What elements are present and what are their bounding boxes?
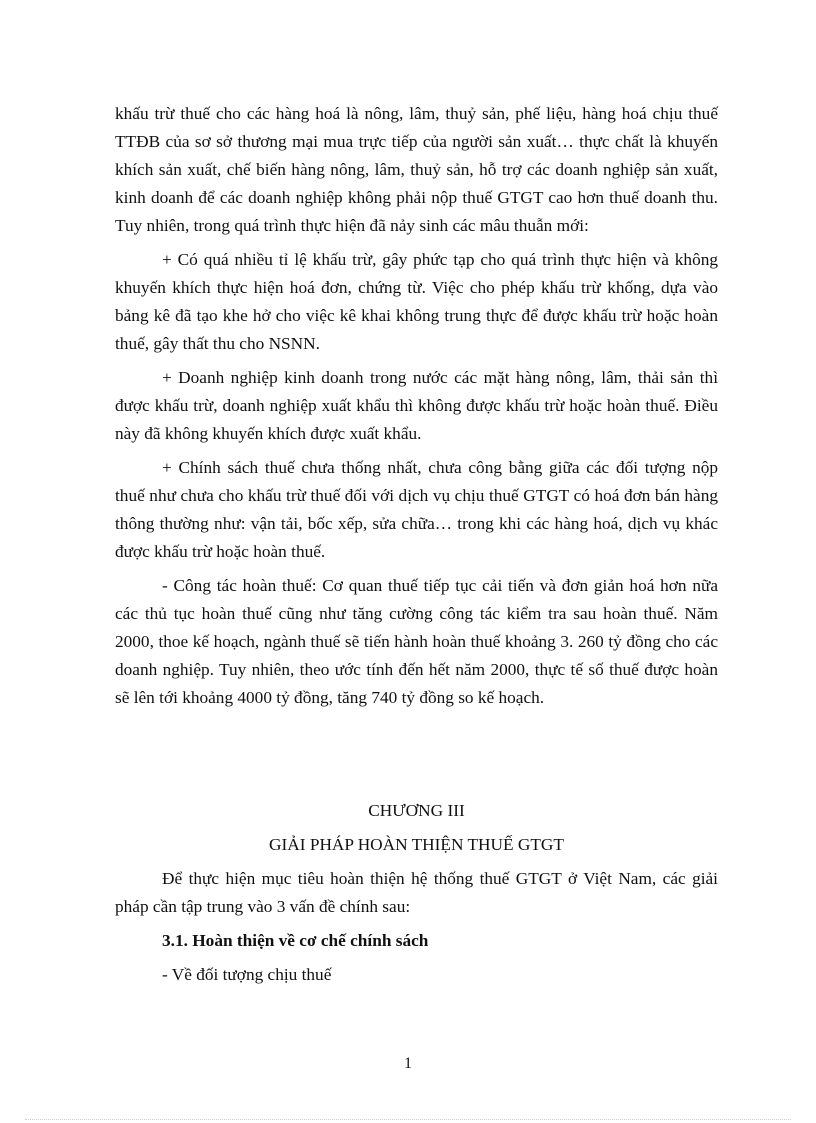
chapter-title: GIẢI PHÁP HOÀN THIỆN THUẾ GTGT: [269, 835, 564, 854]
paragraph-tax-refund: - Công tác hoàn thuế: Cơ quan thuế tiếp tục cải tiến và đơn giản hoá hơn nữa các thủ tục hoàn thuế cũng như tăng cường công tác kiểm tra sau hoàn thuế. Năm 2000, thoe kế hoạch, ngành thuế sẽ tiến hành hoàn thuế khoảng 3. 260 tỷ đồng cho các doanh nghiệp. Tuy nhiên, theo ước tính đến hết năm 2000, thực tế số thuế được hoàn sẽ lên tới khoảng 4000 tỷ đồng, tăng 740 tỷ đồng so kế hoạch.: [115, 576, 718, 707]
chapter-number: CHƯƠNG III: [368, 801, 465, 820]
paragraph-export-deduction: + Doanh nghiệp kinh doanh trong nước các mặt hàng nông, lâm, thải sản thì được khấu trừ, doanh nghiệp xuất khẩu thì không được khấu trừ hoặc hoàn thuế. Điều này đã không khuyến khích được xuất khẩu.: [115, 368, 718, 443]
paragraph-policy-inconsistency: + Chính sách thuế chưa thống nhất, chưa công bằng giữa các đối tượng nộp thuế như chưa cho khấu trừ thuế đối với dịch vụ chịu thuế GTGT có hoá đơn bán hàng thông thường như: vận tải, bốc xếp, sửa chữa… trong khi các hàng hoá, dịch vụ khác được khấu trừ hoặc hoàn thuế.: [115, 458, 718, 561]
body-text-block: [115, 100, 718, 712]
chapter-intro: Để thực hiện mục tiêu hoàn thiện hệ thống thuế GTGT ở Việt Nam, các giải pháp cần tập trung vào 3 vấn đề chính sau:: [115, 869, 718, 916]
paragraph-deduction-rates: + Có quá nhiều tỉ lệ khấu trừ, gây phức tạp cho quá trình thực hiện và không khuyến khích thực hiện hoá đơn, chứng từ. Việc cho phép khấu trừ khống, dựa vào bảng kê đã tạo khe hở cho việc kê khai không trung thực để được khấu trừ hoặc hoàn thuế, gây thất thu cho NSNN.: [115, 250, 718, 353]
sub-item: - Về đối tượng chịu thuế: [162, 965, 332, 984]
page-number: 1: [404, 1055, 412, 1072]
section-heading: 3.1. Hoàn thiện về cơ chế chính sách: [162, 931, 429, 950]
page-bottom-divider: [25, 1119, 791, 1120]
paragraph-continuation: khấu trừ thuế cho các hàng hoá là nông, lâm, thuỷ sản, phế liệu, hàng hoá chịu thuế TTĐB của sơ sở thương mại mua trực tiếp của người sản xuất… thực chất là khuyến khích sản xuất, chế biến hàng nông, lâm, thuỷ sản, hỗ trợ các doanh nghiệp sản xuất, kinh doanh để các doanh nghiệp không phải nộp thuế GTGT cao hơn thuế doanh thu. Tuy nhiên, trong quá trình thực hiện đã nảy sinh các mâu thuẫn mới:: [115, 104, 718, 235]
chapter-block: [115, 797, 718, 989]
